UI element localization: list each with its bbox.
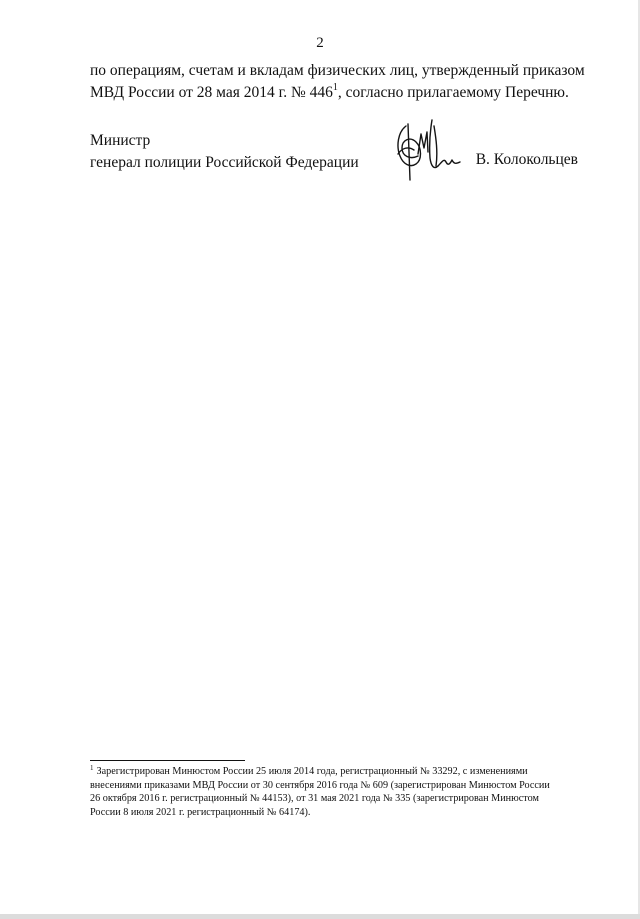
signatory-name: В. Колокольцев — [475, 151, 578, 168]
scan-edge-bottom — [0, 914, 640, 919]
page-number: 2 — [316, 35, 324, 51]
signatory-rank: генерал полиции Российской Федерации — [90, 154, 359, 171]
footnote-line-1 — [90, 765, 584, 779]
signature-block — [90, 130, 584, 200]
footnote-line-2: внесениями приказами МВД России от 30 сентября 2016 года № 609 (зарегистрирован Минюстом России — [90, 779, 550, 791]
body-paragraph — [90, 60, 584, 104]
body-line-2 — [90, 82, 584, 104]
body-line-2-tail: , согласно прилагаемому Перечню. — [337, 84, 569, 101]
body-line-1 — [90, 60, 584, 82]
body-line-1-text: по операциям, счетам и вкладам физических лиц, утвержденный приказом — [90, 62, 585, 79]
footnote-line-4: России 8 июля 2021 г. регистрационный № 64174). — [90, 806, 311, 818]
body-line-2-text: МВД России от 28 мая 2014 г. № 446 — [90, 84, 333, 101]
footnote-line-1-body: Зарегистрирован Минюстом России 25 июля 2014 года, регистрационный № 33292, с изменениями — [96, 766, 528, 777]
footnote-divider — [90, 760, 245, 761]
footnote-line-1-text — [90, 765, 528, 779]
footnote-line-3: 26 октября 2016 г. регистрационный № 44153), от 31 мая 2021 года № 335 (зарегистрирован Минюстом — [90, 793, 539, 804]
signatory-title — [90, 130, 359, 174]
handwritten-signature — [388, 118, 466, 190]
footnote-reference: 1 — [332, 82, 338, 93]
footnote-marker: 1 — [90, 764, 94, 772]
footnote — [90, 765, 584, 819]
signatory-position: Министр — [90, 132, 151, 149]
